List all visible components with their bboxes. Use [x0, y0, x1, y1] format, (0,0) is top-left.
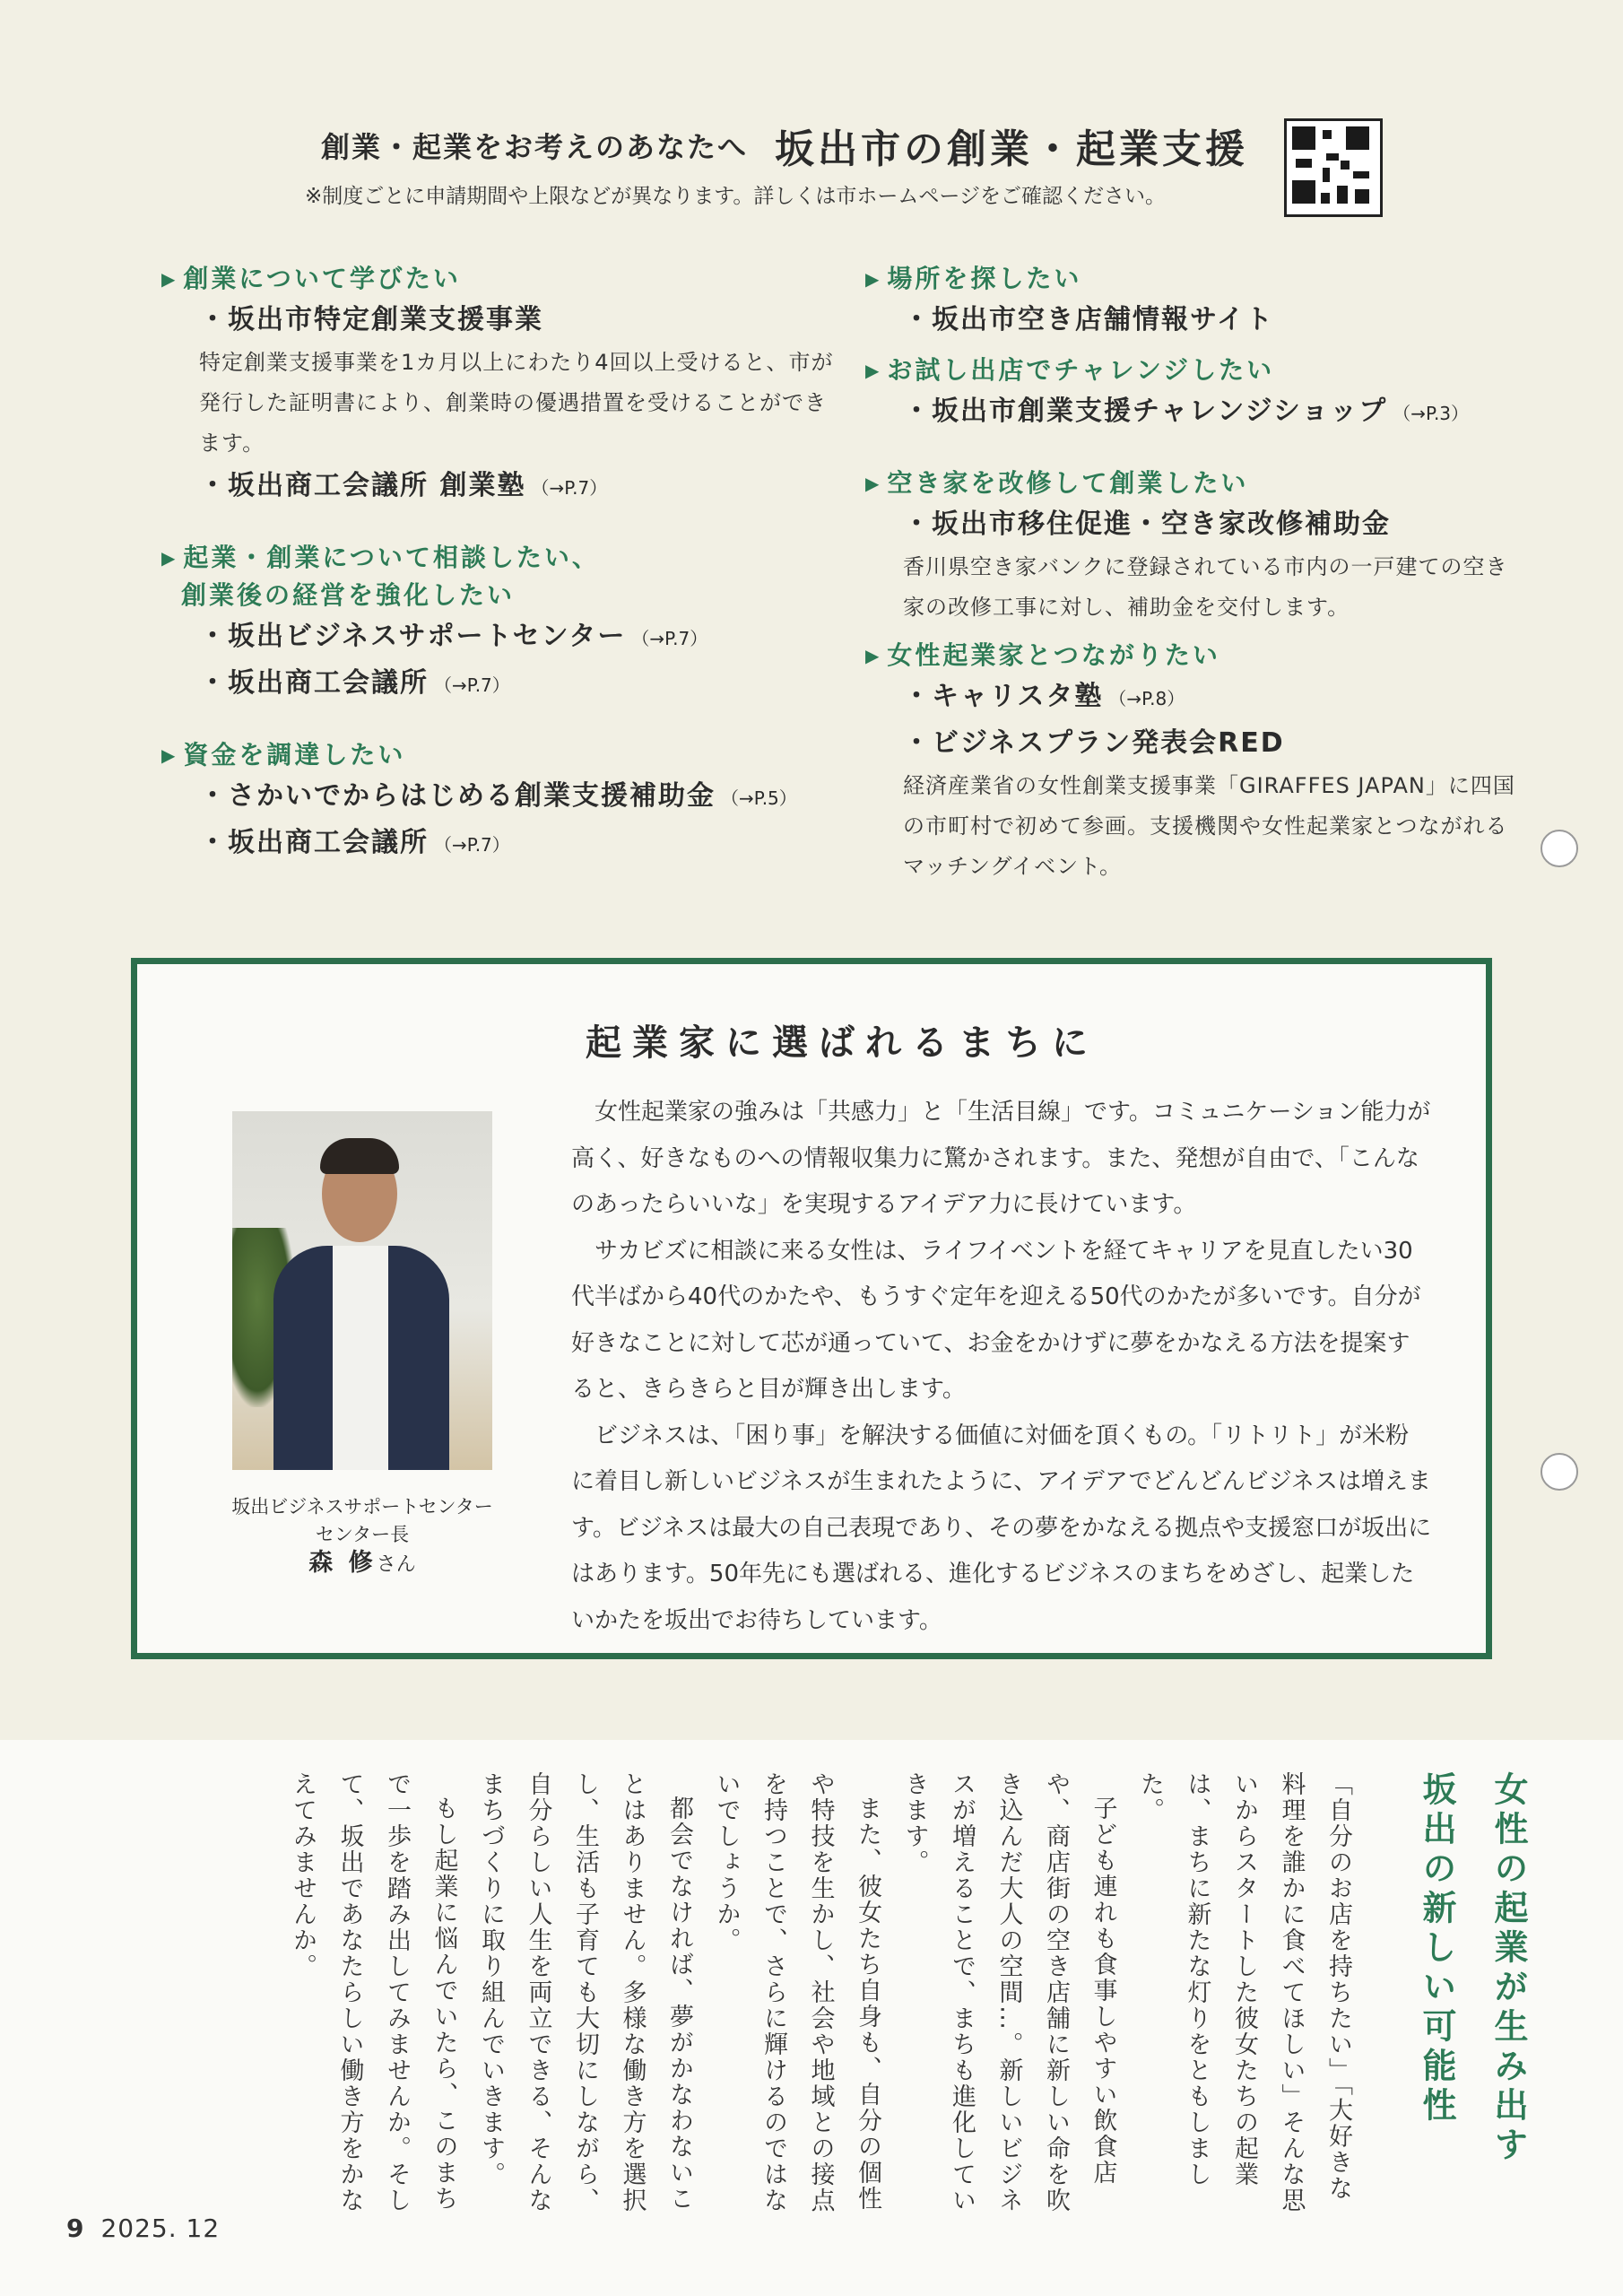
feature-title: 起業家に選ばれるまちに [586, 1022, 1098, 1064]
section-heading-trial: ▶ お試し出店でチャレンジしたい [865, 355, 1275, 385]
triangle-marker-icon: ▶ [865, 268, 882, 290]
photo-caption [223, 1493, 501, 1578]
item-business-support-center: ・坂出ビジネスサポートセンター （→P.7） [199, 621, 708, 652]
item-sogyo-juku: ・坂出商工会議所 創業塾 （→P.7） [199, 470, 608, 501]
section-heading-learn: ▶ 創業について学びたい [161, 264, 461, 293]
triangle-marker-icon: ▶ [865, 360, 882, 381]
caption-org: 坂出ビジネスサポートセンター [231, 1496, 493, 1518]
item-vacant-store-site: ・坂出市空き店舗情報サイト [903, 304, 1274, 335]
page-folio [66, 2213, 220, 2243]
item-challenge-shop: ・坂出市創業支援チャレンジショップ （→P.3） [903, 396, 1470, 427]
item-description: 特定創業支援事業を1カ月以上にわたり4回以上受けると、市が発行した証明書により、創業時の優遇措置を受けることができます。 [199, 350, 834, 456]
page-number: 9 [66, 2213, 85, 2243]
item-description: 経済産業省の女性創業支援事業「GIRAFFES JAPAN」に四国の市町村で初めて参画。支援機関や女性起業家とつながれるマッチングイベント。 [903, 773, 1515, 879]
vertical-title-line1: 女性の起業が生み出す [1488, 1771, 1528, 2166]
item-chamber-of-commerce: ・坂出商工会議所 （→P.7） [199, 827, 510, 858]
vertical-paragraph: 都会でなければ、夢がかなわないことはありません。多様な働き方を選択し、生活も子育ても大切にしながら、自分らしい人生を両立できる、そんなまちづくりに取り組んでいきます。 [477, 1771, 693, 2213]
title-main: 坂出市の創業・起業支援 [775, 126, 1248, 172]
vertical-paragraph: 「自分のお店を持ちたい」「大好きな料理を誰かに食べてほしい」そんな思いからスタートした彼女たちの起業は、まちに新たな灯りをともしました。 [1136, 1771, 1352, 2213]
page-ref: （→P.3） [1393, 403, 1470, 424]
feature-body [571, 1090, 1432, 1644]
title-note: ※制度ごとに申請期間や上限などが異なります。詳しくは市ホームページをご確認ください。 [305, 185, 1166, 208]
feature-paragraph: ビジネスは、「困り事」を解決する価値に対価を頂くもの。「リトリト」が米粉に着目し新しいビジネスが生まれたように、アイデアでどんどんビジネスは増えます。ビジネスは最大の自己表現であり、その夢をかなえる拠点や支援窓口が坂出にはあります。50年先にも選ばれる、進化するビジネスのまちをめざし、起業したいかたを坂出でお待ちしています。 [571, 1422, 1432, 1634]
vertical-paragraph: また、彼女たち自身も、自分の個性や特技を生かし、社会や地域との接点を持つことで、さらに輝けるのではないでしょうか。 [712, 1771, 881, 2213]
triangle-marker-icon: ▶ [161, 268, 178, 290]
feature-box [131, 958, 1492, 1659]
section-heading-women: ▶ 女性起業家とつながりたい [865, 640, 1220, 670]
item-description: 香川県空き家バンクに登録されている市内の一戸建ての空き家の改修工事に対し、補助金を交付します。 [903, 554, 1508, 620]
section-heading-vacant-house: ▶ 空き家を改修して創業したい [865, 468, 1249, 498]
section-heading-consult: ▶ 起業・創業について相談したい、 創業後の経営を強化したい [161, 543, 600, 610]
triangle-marker-icon: ▶ [161, 744, 178, 766]
feature-paragraph: サカビズに相談に来る女性は、ライフイベントを経てキャリアを見直したい30代半ばから40代のかたや、もうすぐ定年を迎える50代のかたが多いです。自分が好きなことに対して芯が通っていて、お金をかけずに夢をかなえる方法を提案すると、きらきらと目が輝き出します。 [571, 1237, 1421, 1403]
qr-code-icon[interactable] [1284, 118, 1383, 217]
section-heading-funding: ▶ 資金を調達したい [161, 740, 406, 770]
hair-shape [320, 1138, 399, 1174]
caption-name: 森 修さん [308, 1549, 416, 1577]
triangle-marker-icon: ▶ [161, 547, 178, 569]
vertical-body [279, 1771, 1362, 2220]
page-ref: （→P.7） [531, 477, 608, 499]
vertical-title-line2: 坂出の新しい可能性 [1417, 1771, 1456, 2126]
page-title [269, 117, 1300, 174]
page-ref: （→P.8） [1108, 688, 1185, 709]
triangle-marker-icon: ▶ [865, 645, 882, 666]
caption-role: センター長 [315, 1524, 410, 1545]
feature-paragraph: 女性起業家の強みは「共感力」と「生活目線」です。コミュニケーション能力が高く、好きなものへの情報収集力に驚かされます。また、発想が自由で、「こんなのあったらいいな」を実現するアイデア力に長けています。 [571, 1099, 1431, 1218]
vertical-paragraph: もし起業に悩んでいたら、このまちで一歩を踏み出してみませんか。そして、坂出であなたらしい働き方をかなえてみませんか。 [289, 1771, 458, 2213]
vertical-paragraph: 子ども連れも食事しやすい飲食店や、商店街の空き店舗に新しい命を吹き込んだ大人の空間…。新しいビジネスが増えることで、まちも進化していきます。 [900, 1771, 1117, 2213]
page-ref: （→P.5） [721, 787, 797, 809]
item-special-support: ・坂出市特定創業支援事業 [199, 304, 543, 335]
binder-hole [1541, 830, 1578, 867]
left-column [161, 251, 843, 867]
triangle-marker-icon: ▶ [865, 473, 882, 494]
page-ref: （→P.7） [631, 628, 708, 649]
item-subsidy: ・さかいでからはじめる創業支援補助金 （→P.5） [199, 780, 797, 812]
binder-hole [1541, 1453, 1578, 1491]
issue-date: 2025. 12 [100, 2213, 221, 2243]
page-ref: （→P.7） [434, 834, 510, 856]
right-column [865, 251, 1529, 887]
page-ref: （→P.7） [434, 674, 510, 696]
item-vacant-house-subsidy: ・坂出市移住促進・空き家改修補助金 [903, 509, 1391, 540]
item-business-plan-red: ・ビジネスプラン発表会RED [903, 727, 1285, 759]
section-heading-place: ▶ 場所を探したい [865, 264, 1082, 293]
title-lead: 創業・起業をお考えのあなたへ [320, 130, 748, 164]
shirt-shape [333, 1246, 388, 1470]
item-carista-juku: ・キャリスタ塾 （→P.8） [903, 681, 1185, 712]
portrait-photo [232, 1111, 492, 1470]
item-chamber-of-commerce: ・坂出商工会議所 （→P.7） [199, 667, 510, 699]
